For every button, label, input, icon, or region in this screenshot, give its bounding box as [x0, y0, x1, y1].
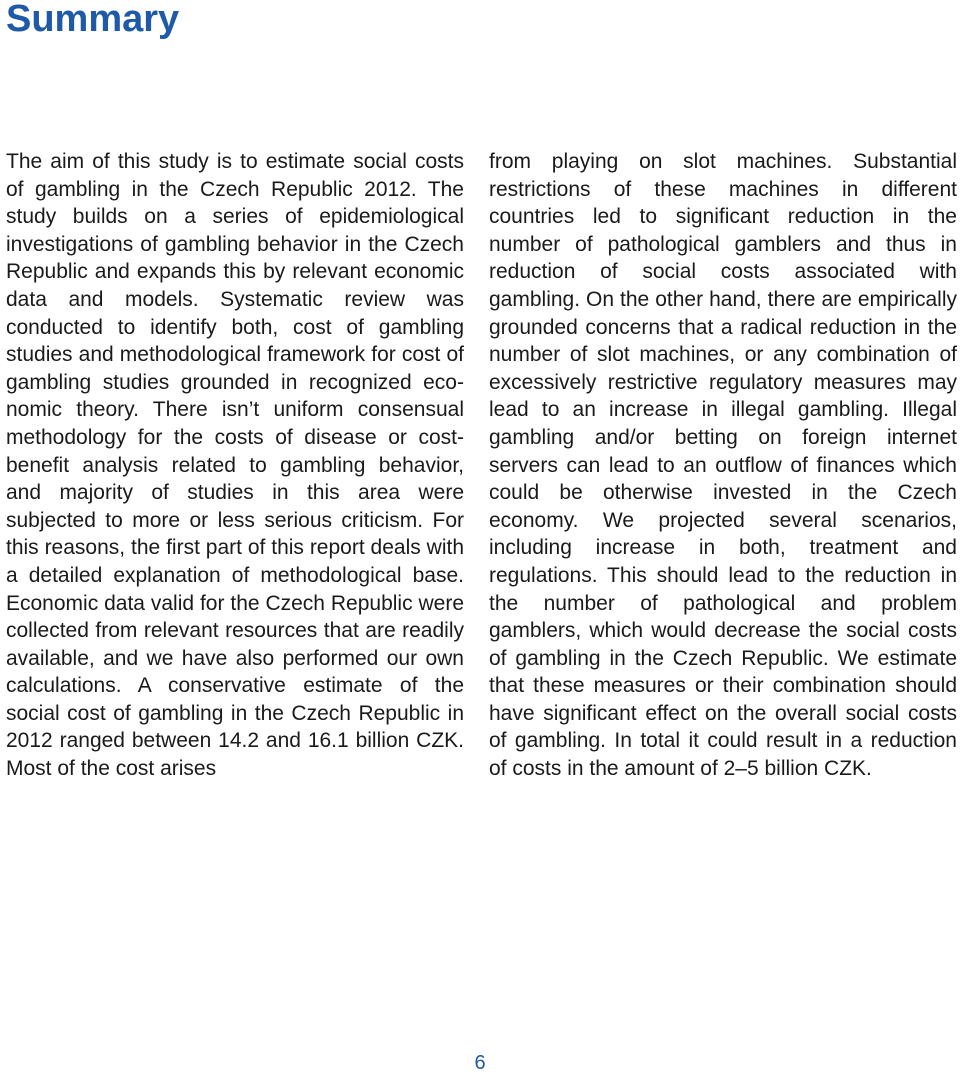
page-title: Summary: [6, 0, 180, 40]
body-text-left-column: The aim of this study is to estimate social costs of gambling in the Czech Republic 2012. The study builds on a series of epidemiological investigations of gambling behavior in the Czech Republic and expands this by relevant economic data and models. Systematic review was conducted to identify both, cost of gambling studies and methodological framework for cost of gambling studies grounded in recognized economic theory. There isn’t uniform consensual methodology for the costs of disease or cost-benefit analysis related to gambling behavior, and majority of studies in this area were subjected to more or less serious criticism. For this reasons, the first part of this report deals with a detailed explanation of methodological base. Economic data valid for the Czech Republic were collected from relevant resources that are readily available, and we have also performed our own calculations. A conservative estimate of the social cost of gambling in the Czech Republic in 2012 ranged between 14.2 and 16.1 billion CZK. Most of the cost arises: [6, 150, 464, 781]
body-text-right-column: from playing on slot machines. Substantial restrictions of these machines in different countries led to significant reduction in the number of pathological gamblers and thus in reduction of social costs associated with gambling. On the other hand, there are empirically grounded concerns that a radical reduction in the number of slot machines, or any combination of excessively restrictive regulatory measures may lead to an increase in illegal gambling. Illegal gambling and/or betting on foreign internet servers can lead to an outflow of finances which could be otherwise invested in the Czech economy. We projected several scenarios, including increase in both, treatment and regulations. This should lead to the reduction in the number of pathological and problem gamblers, which would decrease the social costs of gambling in the Czech Republic. We estimate that these measures or their combination should have significant effect on the overall social costs of gambling. In total it could result in a reduction of costs in the amount of 2–5 billion CZK.: [489, 150, 957, 781]
page-number: 6: [474, 1052, 486, 1074]
